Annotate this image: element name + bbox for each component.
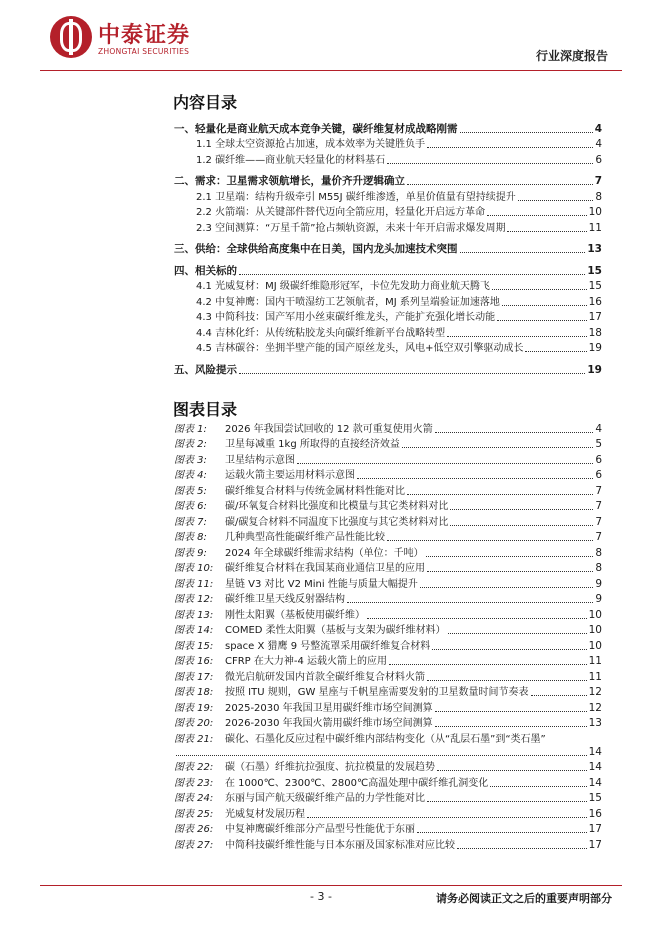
toc-entry[interactable] [174,278,602,294]
figure-entry-number: 图表 14: [174,625,214,636]
toc-entry[interactable] [174,120,602,136]
figure-entry-label: 刚性太阳翼（基板使用碳纤维） [225,609,365,621]
dot-leader [297,463,593,464]
figure-entry[interactable] [174,575,602,591]
dot-leader [407,184,593,185]
figure-entry-page: 6 [595,469,602,481]
dot-leader [502,305,587,306]
toc-entry-page: 15 [588,280,602,292]
figure-entry-page: 12 [588,701,602,714]
figure-entry[interactable] [174,821,602,837]
figure-entry[interactable] [174,699,602,715]
figure-entry-page: 6 [595,453,602,466]
dot-leader [432,649,586,650]
figure-entry-page: 16 [588,807,602,820]
figure-entry-label: 2024 年全球碳纤维需求结构（单位：千吨） [225,547,424,559]
figure-entry-page: 10 [588,639,602,652]
figure-entry-label: 几种典型高性能碳纤维产品性能比较 [225,532,385,543]
figure-entry-number: 图表 1: [174,423,207,435]
figure-entry-page: 7 [595,500,602,512]
figure-entry-page: 17 [588,823,602,835]
dot-leader [487,215,587,216]
figure-entry-label: 运载火箭主要运用材料示意图 [225,470,355,481]
figure-entry-page: 13 [588,717,602,729]
dot-leader [389,664,587,665]
dot-leader [427,147,593,148]
dot-leader [407,494,593,495]
figure-entry-label: COMED 柔性太阳翼（基板与支架为碳纤维材料） [225,625,446,636]
figure-entry[interactable] [174,730,602,746]
toc-entry-label: 2.1 卫星端：结构升级牵引 M55J 碳纤维渗透，单星价值量有望持续提升 [196,191,516,203]
figures-list [174,420,602,852]
figure-entry-number: 图表 25: [174,808,214,820]
toc-entry-page: 10 [588,206,602,218]
toc-entry-page: 4 [594,122,602,135]
figure-entry-number: 图表 11: [174,578,214,590]
figure-entry-label: 卫星每减重 1kg 所取得的直接经济效益 [225,439,400,450]
figure-entry[interactable] [174,436,602,452]
toc-entry-label: 三、供给：全球供给高度集中在日美，国内龙头加速技术突围 [174,243,458,255]
figure-entry-number: 图表 4: [174,470,207,481]
figure-entry-label: 在 1000℃、2300℃、2800℃高温处理中碳纤维孔洞变化 [225,777,489,789]
figure-entry[interactable] [174,805,602,821]
dot-leader [437,770,587,771]
figure-entry-page: 7 [595,515,602,528]
figure-entry-number: 图表 16: [174,656,214,667]
toc-entry-label: 4.4 吉林化纤：从传统粘胶龙头向碳纤维新平台战略转型 [196,327,446,339]
dot-leader [427,801,587,802]
toc-entry-label: 一、轻量化是商业航天成本竞争关键，碳纤维复材成战略刚需 [174,122,458,135]
dot-leader [426,556,594,557]
figure-entry-number: 图表 9: [174,547,207,559]
toc-entry-page: 17 [588,311,602,323]
dot-leader [357,478,593,479]
figure-entry-label: 碳纤维卫星天线反射器结构 [225,594,345,605]
toc-entry[interactable] [174,136,602,152]
toc-entry-label: 1.2 碳纤维——商业航天轻量化的材料基石 [196,154,386,166]
dot-leader [387,163,593,164]
toc-entry-label: 2.3 空间测算：“万星千箭”抢占频轨资源，未来十年开启需求爆发周期 [196,222,506,234]
toc-entry-label: 二、需求：卫星需求领航增长，量价齐升逻辑确立 [174,175,405,187]
figure-entry[interactable] [174,715,602,731]
figures-title: 图表目录 [173,400,238,419]
contents-list [174,120,602,377]
toc-entry-page: 4 [595,138,602,150]
figure-entry-page: 14 [588,745,602,758]
dot-leader [507,231,586,232]
dot-leader [427,571,593,572]
figure-entry[interactable] [174,420,602,436]
toc-entry[interactable] [174,340,602,356]
dot-leader [387,540,593,541]
company-logo [50,16,250,66]
figure-entry-page: 14 [588,776,602,789]
figure-entry-label: 碳纤维复合材料在我国某商业通信卫星的应用 [225,563,425,574]
figure-entry-page: 8 [595,562,602,574]
figure-entry-number: 图表 20: [174,718,214,729]
toc-entry-label: 4.5 吉林碳谷：坐拥半壁产能的国产原丝龙头，风电+低空双引擎驱动成长 [196,343,524,354]
toc-entry-page: 7 [594,175,602,187]
report-type: 行业深度报告 [535,49,608,63]
figure-entry-page: 9 [595,577,602,590]
figure-entry-number: 图表 8: [174,532,207,543]
dot-leader [367,618,587,619]
toc-entry[interactable] [174,188,602,204]
figure-entry[interactable] [174,513,602,529]
dot-leader [525,351,586,352]
dot-leader [497,320,587,321]
toc-entry-page: 15 [587,264,602,277]
figure-entry-number: 图表 18: [174,687,214,698]
dot-leader [531,695,587,696]
toc-entry-label: 五、风险提示 [174,363,237,376]
logo-text-cn: 中泰证券 [98,23,191,48]
figure-entry-number: 图表 12: [174,594,214,605]
dot-leader [435,726,587,727]
figure-entry-page: 11 [588,670,602,683]
toc-entry-label: 1.1 全球太空资源抢占加速，成本效率为关键胜负手 [196,139,426,150]
figure-entry-label: 碳/碳复合材料不同温度下比强度与其它类材料对比 [225,516,449,528]
figure-entry-page: 7 [595,484,602,497]
logo-text-en: ZHONGTAI SECURITIES [98,47,190,56]
toc-entry[interactable] [174,241,602,257]
figure-entry-page: 11 [588,655,602,667]
figure-entry-number: 图表 15: [174,640,214,652]
dot-leader [347,602,593,603]
figure-entry-label: CFRP 在大力神-4 运载火箭上的应用 [225,656,388,667]
toc-entry-label: 4.2 中复神鹰：国内干喷湿纺工艺领航者，MJ 系列呈端验证加速落地 [196,296,500,308]
figure-entry-continuation[interactable] [174,746,602,759]
toc-entry-page: 19 [587,363,602,376]
figure-entry[interactable] [174,560,602,576]
figure-entry-label: 东丽与国产航天级碳纤维产品的力学性能对比 [225,793,425,804]
footer-divider [40,885,622,886]
dot-leader [518,200,594,201]
figure-entry-label: 按照 ITU 规则，GW 星座与千帆星座需要发射的卫星数量时间节奏表 [225,687,529,698]
disclaimer: 请务必阅读正文之后的重要声明部分 [436,892,612,905]
figure-entry[interactable] [174,591,602,607]
toc-entry[interactable] [174,324,602,340]
dot-leader [448,633,587,634]
dot-leader [239,274,585,275]
toc-entry[interactable] [174,309,602,325]
toc-entry-label: 四、相关标的 [174,264,237,277]
figure-entry-label: 碳/环氧复合材料比强度和比模量与其它类材料对比 [225,501,449,512]
figure-entry-label: 微光启航研发国内首款全碳纤维复合材料火箭 [225,671,425,683]
figure-entry-number: 图表 2: [174,439,207,450]
figure-entry-page: 5 [595,438,602,450]
dot-leader [457,848,587,849]
figure-entry-label: 碳纤维复合材料与传统金属材料性能对比 [225,485,405,497]
dot-leader [420,587,593,588]
figure-entry-label: 2026-2030 年我国火箭用碳纤维市场空间测算 [225,718,433,729]
figure-entry-label: space X 猎鹰 9 号整流罩采用碳纤维复合材料 [225,640,431,652]
figure-entry-page: 4 [595,422,602,435]
figure-entry-page: 8 [595,546,602,559]
header-divider [40,70,622,71]
figure-entry[interactable] [174,836,602,852]
page-header [0,0,662,75]
figure-entry-page: 9 [595,593,602,605]
dot-leader [427,680,587,681]
figure-entry[interactable] [174,606,602,622]
dot-leader [492,289,587,290]
dot-leader [417,832,587,833]
toc-entry-page: 8 [595,190,602,203]
figure-entry[interactable] [174,529,602,545]
figure-entry-label: 碳化、石墨化反应过程中碳纤维内部结构变化（从“乱层石墨”到“类石墨” [225,733,546,745]
figure-entry-number: 图表 22: [174,762,214,773]
figure-entry-number: 图表 3: [174,454,207,466]
toc-entry-label: 2.2 火箭端：从关键部件替代迈向全箭应用，轻量化开启远方革命 [196,207,486,218]
figure-entry[interactable] [174,451,602,467]
contents-title: 内容目录 [173,93,238,112]
toc-entry[interactable] [174,293,602,309]
figure-entry[interactable] [174,684,602,700]
toc-entry[interactable] [174,361,602,377]
figure-entry-label: 卫星结构示意图 [225,454,295,466]
toc-entry[interactable] [174,219,602,235]
figure-entry-number: 图表 21: [174,733,214,745]
dot-leader [435,711,587,712]
figure-entry-page: 10 [588,608,602,621]
figure-entry-label: 中简科技碳纤维性能与日本东丽及国家标准对应比较 [225,839,455,851]
figure-entry-number: 图表 24: [174,793,214,804]
toc-entry-label: 4.1 光威复材：MJ 级碳纤维隐形冠军，卡位先发助力商业航天腾飞 [196,281,490,292]
dot-leader [307,817,587,818]
dot-leader [239,373,585,374]
dot-leader [450,509,593,510]
dot-leader [435,432,594,433]
figure-entry-number: 图表 23: [174,777,214,789]
dot-leader [447,336,587,337]
toc-entry[interactable] [174,173,602,189]
dot-leader [490,786,586,787]
toc-entry-page: 13 [587,243,602,255]
figure-entry-label: 2025-2030 年我国卫星用碳纤维市场空间测算 [225,702,433,714]
figure-entry-page: 15 [588,792,602,804]
toc-entry-page: 19 [588,342,602,354]
dot-leader [460,132,593,133]
figure-entry-number: 图表 5: [174,485,207,497]
figure-entry-page: 10 [588,624,602,636]
logo-mark-icon [50,16,92,58]
figure-entry-label: 中复神鹰碳纤维部分产品型号性能优于东丽 [225,824,415,835]
dot-leader [460,252,586,253]
page-number: - 3 - [310,890,332,903]
figure-entry-number: 图表 17: [174,671,214,683]
figure-entry-label: 2026 年我国尝试回收的 12 款可重复使用火箭 [225,423,433,435]
toc-entry[interactable] [174,204,602,220]
figure-entry-number: 图表 10: [174,563,214,574]
toc-entry-page: 11 [588,221,602,234]
figure-entry-label: 光威复材发展历程 [225,808,305,820]
figure-entry-label: 星链 V3 对比 V2 Mini 性能与质量大幅提升 [225,578,418,590]
toc-entry-page: 18 [588,326,602,339]
figure-entry[interactable] [174,790,602,806]
figure-entry-page: 7 [595,531,602,543]
figure-entry-number: 图表 6: [174,501,207,512]
toc-entry-label: 4.3 中简科技：国产军用小丝束碳纤维龙头，产能扩充强化增长动能 [196,312,496,323]
figure-entry[interactable] [174,774,602,790]
figure-entry[interactable] [174,467,602,483]
figure-entry[interactable] [174,637,602,653]
figure-entry-page: 17 [588,838,602,851]
figure-entry-page: 12 [588,686,602,698]
figure-entry-page: 14 [588,761,602,773]
toc-entry[interactable] [174,262,602,278]
dot-leader [450,525,593,526]
dot-leader [402,447,593,448]
figure-entry[interactable] [174,653,602,669]
figure-entry[interactable] [174,498,602,514]
figure-entry[interactable] [174,759,602,775]
toc-entry-page: 6 [595,153,602,166]
toc-entry-page: 16 [588,295,602,308]
figure-entry[interactable] [174,482,602,498]
figure-entry-number: 图表 27: [174,839,214,851]
figure-entry-number: 图表 13: [174,609,214,621]
dot-leader [176,755,587,756]
figure-entry[interactable] [174,544,602,560]
figure-entry-number: 图表 7: [174,516,207,528]
figure-entry[interactable] [174,622,602,638]
figure-entry-number: 图表 19: [174,702,214,714]
figure-entry-number: 图表 26: [174,824,214,835]
figure-entry[interactable] [174,668,602,684]
figure-entry-label: 碳（石墨）纤维抗拉强度、抗拉模量的发展趋势 [225,762,435,773]
toc-entry[interactable] [174,151,602,167]
